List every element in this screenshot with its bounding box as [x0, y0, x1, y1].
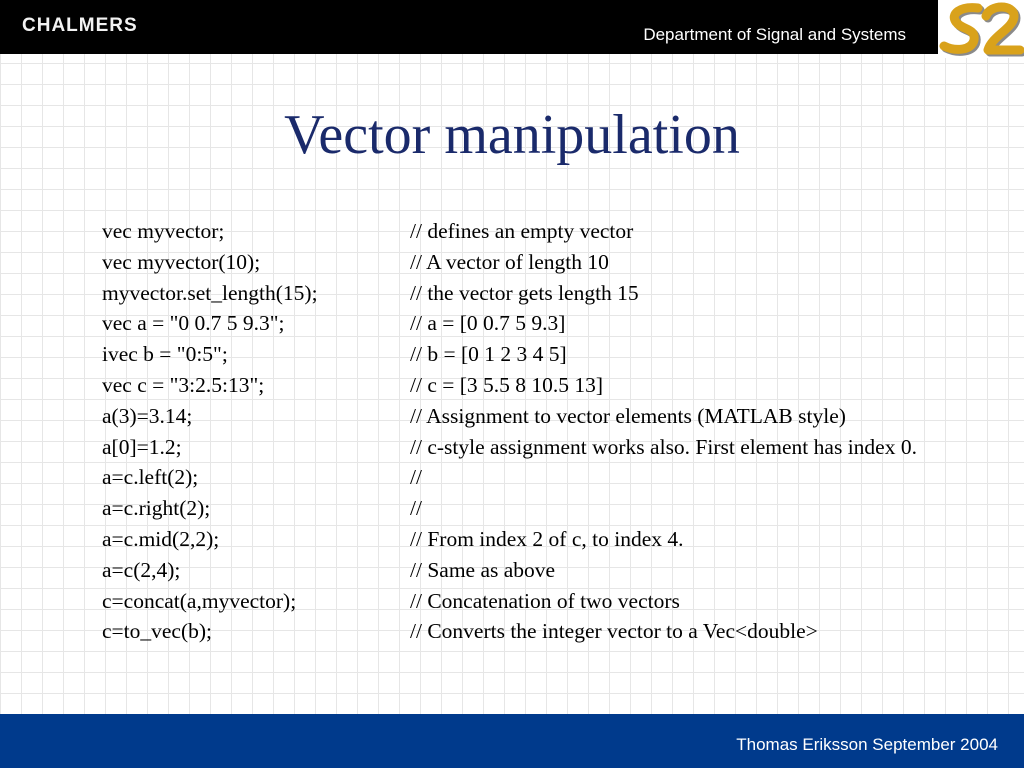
code-statement: vec myvector(10);	[102, 249, 261, 274]
code-statement: vec c = "3:2.5:13";	[102, 372, 265, 397]
code-statement: vec a = "0 0.7 5 9.3";	[102, 311, 285, 336]
code-comment: // the vector gets length 15	[410, 280, 639, 305]
s2-logo-icon	[938, 0, 1024, 58]
code-comment: // A vector of length 10	[410, 249, 609, 274]
code-comment: // Converts the integer vector to a Vec<double>	[410, 619, 818, 644]
code-statement: a=c(2,4);	[102, 557, 181, 582]
code-statement: a(3)=3.14;	[102, 403, 193, 428]
code-statement: a=c.mid(2,2);	[102, 526, 220, 551]
code-statement: a=c.left(2);	[102, 465, 199, 490]
header-bar	[0, 0, 1024, 54]
code-statement: c=to_vec(b);	[102, 619, 213, 644]
code-comment: // b = [0 1 2 3 4 5]	[410, 342, 567, 367]
slide-title: Vector manipulation	[284, 104, 740, 166]
footer-bar	[0, 714, 1024, 768]
code-comment: // c = [3 5.5 8 10.5 13]	[410, 372, 604, 397]
code-statement: myvector.set_length(15);	[102, 280, 318, 305]
code-comment: // c-style assignment works also. First element has index 0.	[410, 434, 917, 459]
code-comment: // Same as above	[410, 557, 556, 582]
code-comment: //	[410, 465, 422, 490]
author-date: Thomas Eriksson September 2004	[736, 735, 998, 754]
code-comment: // a = [0 0.7 5 9.3]	[410, 311, 566, 336]
code-statement: vec myvector;	[102, 219, 225, 243]
code-statement: ivec b = "0:5";	[102, 342, 228, 367]
code-statement: a=c.right(2);	[102, 496, 211, 521]
code-statement: c=concat(a,myvector);	[102, 588, 297, 613]
department-name: Department of Signal and Systems	[643, 25, 906, 44]
code-comment: // Concatenation of two vectors	[410, 588, 680, 613]
code-comment: //	[410, 496, 422, 521]
code-comment: // defines an empty vector	[410, 219, 634, 243]
code-statement: a[0]=1.2;	[102, 434, 182, 459]
brand-name: CHALMERS	[22, 15, 138, 36]
code-comment: // Assignment to vector elements (MATLAB style)	[410, 403, 846, 428]
code-comment: // From index 2 of c, to index 4.	[410, 526, 684, 551]
